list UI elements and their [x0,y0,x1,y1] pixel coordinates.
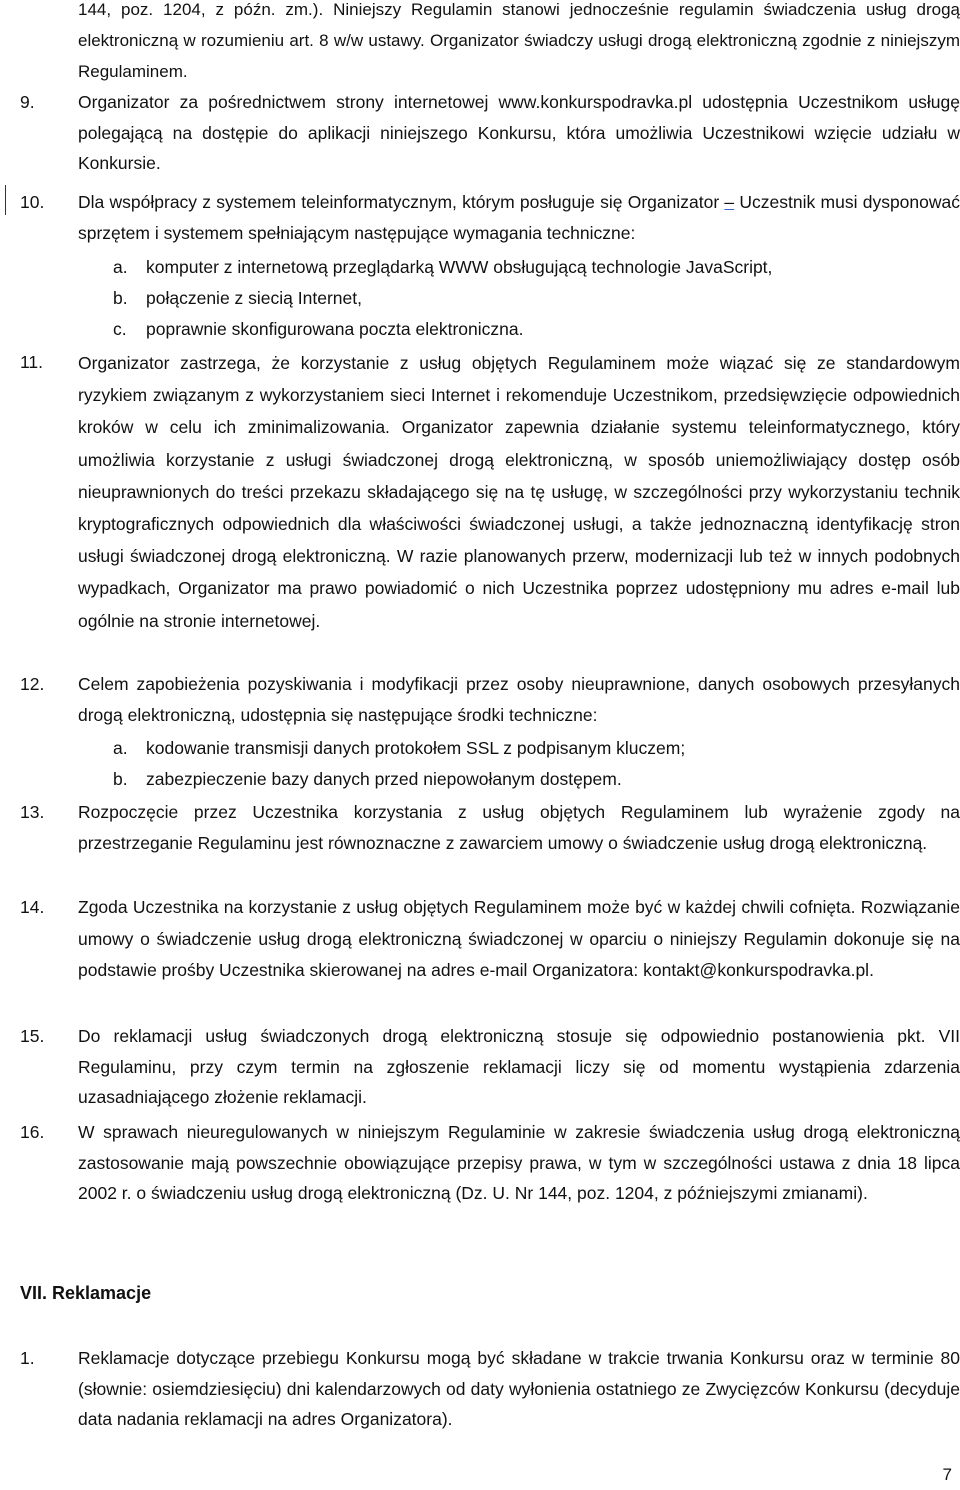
list-item-r1 [20,1343,960,1435]
revision-bar [5,185,6,215]
item-number: 13. [20,802,45,822]
sub-item-a [113,733,953,764]
sub-item-c [113,314,953,345]
item-number: 10. [20,192,45,212]
item-text: Rozpoczęcie przez Uczestnika korzystania z usług objętych Regulaminem lub wyrażenie zgody na przestrzeganie Regulaminu jest równoznaczne z zawarciem umowy o świadczenie usług drogą elektroniczną. [78,802,960,853]
item-text [78,187,960,248]
sub-letter: a. [113,738,128,758]
list-item-15 [20,1021,960,1113]
item-text-part: Uczestnik musi dysponować sprzętem i systemem spełniającym następujące wymagania techniczne: [78,192,960,243]
list-item-12 [20,669,960,730]
item-number: 14. [20,897,45,917]
item-number: 16. [20,1122,45,1142]
page-number: 7 [942,1465,952,1484]
sub-text: komputer z internetową przeglądarką WWW obsługującą technologie JavaScript, [146,257,773,277]
list-item-13 [20,797,960,858]
sub-letter: b. [113,288,128,308]
sub-item-b [113,283,953,314]
item-text: Do reklamacji usług świadczonych drogą elektroniczną stosuje się odpowiednio postanowienia pkt. VII Regulaminu, przy czym termin na zgłoszenie reklamacji liczy się od momentu wystąpienia zdarzenia uzasadniającego złożenie reklamacji. [78,1026,960,1107]
sub-text: połączenie z siecią Internet, [146,288,362,308]
list-item-11 [20,347,960,637]
item-text: Zgoda Uczestnika na korzystanie z usług objętych Regulaminem może być w każdej chwili cofnięta. Rozwiązanie umowy o świadczenie usług drogą elektroniczną świadczonej w oparciu o niniejszy Regulamin dokonuje się na podstawie prośby Uczestnika skierowanej na adres e-mail Organizatora: kontakt@konkurspodravka.pl. [78,897,960,980]
sub-item-b [113,764,953,795]
sub-text: poprawnie skonfigurowana poczta elektroniczna. [146,319,524,339]
section-heading: VII. Reklamacje [20,1283,152,1303]
item-number: 1. [20,1348,35,1368]
item-text: Organizator zastrzega, że korzystanie z usług objętych Regulaminem może wiązać się ze standardowym ryzykiem związanym z wykorzystaniem sieci Internet i rekomenduje Uczestnikom, przedsięwzięcie odpowiednich kroków w celu ich zminimalizowania. Organizator zapewnia działanie systemu teleinformatycznego, który umożliwia korzystanie z usługi świadczonej drogą elektroniczną, w sposób uniemożliwiający dostęp osób nieuprawnionych do treści przekazu składającego się na tę usługę, w szczególności przy wykorzystaniu technik kryptograficznych odpowiednich dla właściwości świadczonej usługi, a także jednoznaczną identyfikację stron usługi świadczonej drogą elektroniczną. W razie planowanych przerw, modernizacji lub też w innych podobnych wypadkach, Organizator ma prawo powiadomić o nich Uczestnika poprzez udostępniony mu adres e-mail lub ogólnie na stronie internetowej. [78,353,960,631]
item-text: W sprawach nieuregulowanych w niniejszym Regulaminie w zakresie świadczenia usług drogą elektroniczną zastosowanie mają powszechnie obowiązujące przepisy prawa, w tym w szczególności ustawa z dnia 18 lipca 2002 r. o świadczeniu usług drogą elektroniczną (Dz. U. Nr 144, poz. 1204, z późniejszymi zmianami). [78,1122,960,1203]
item-number: 9. [20,92,35,112]
list-item-9 [20,87,960,179]
sub-letter: b. [113,769,128,789]
tracked-dash: – [724,192,735,212]
item-text-part: Dla współpracy z systemem teleinformatycznym, którym posługuje się Organizator [78,192,725,212]
item-number: 12. [20,674,45,694]
item-text: Organizator za pośrednictwem strony internetowej www.konkurspodravka.pl udostępnia Uczestnikom usługę polegającą na dostępie do aplikacji niniejszego Konkursu, która umożliwia Uczestnikowi wzięcie udziału w Konkursie. [78,92,960,173]
paragraph-continuation [20,0,960,87]
paragraph-text: 144, poz. 1204, z późn. zm.). Niniejszy Regulamin stanowi jednocześnie regulamin świadczenia usług drogą elektroniczną w rozumieniu art. 8 w/w ustawy. Organizator świadczy usługi drogą elektroniczną zgodnie z niniejszym Regulaminem. [78,0,960,81]
list-item-10 [20,187,960,248]
sub-letter: a. [113,257,128,277]
item-number: 11. [20,352,44,372]
sub-text: zabezpieczenie bazy danych przed niepowołanym dostępem. [146,769,622,789]
sub-text: kodowanie transmisji danych protokołem SSL z podpisanym kluczem; [146,738,686,758]
list-item-14 [20,892,960,987]
list-item-16 [20,1117,960,1209]
sub-letter: c. [113,319,127,339]
sub-item-a [113,252,953,283]
item-text: Reklamacje dotyczące przebiegu Konkursu mogą być składane w trakcie trwania Konkursu oraz w terminie 80 (słownie: osiemdziesięciu) dni kalendarzowych od daty wyłonienia ostatniego ze Zwycięzców Konkursu (decyduje data nadania reklamacji na adres Organizatora). [78,1348,960,1429]
item-number: 15. [20,1026,45,1046]
item-text: Celem zapobieżenia pozyskiwania i modyfikacji przez osoby nieuprawnione, danych osobowych przesyłanych drogą elektroniczną, udostępnia się następujące środki techniczne: [78,674,960,725]
